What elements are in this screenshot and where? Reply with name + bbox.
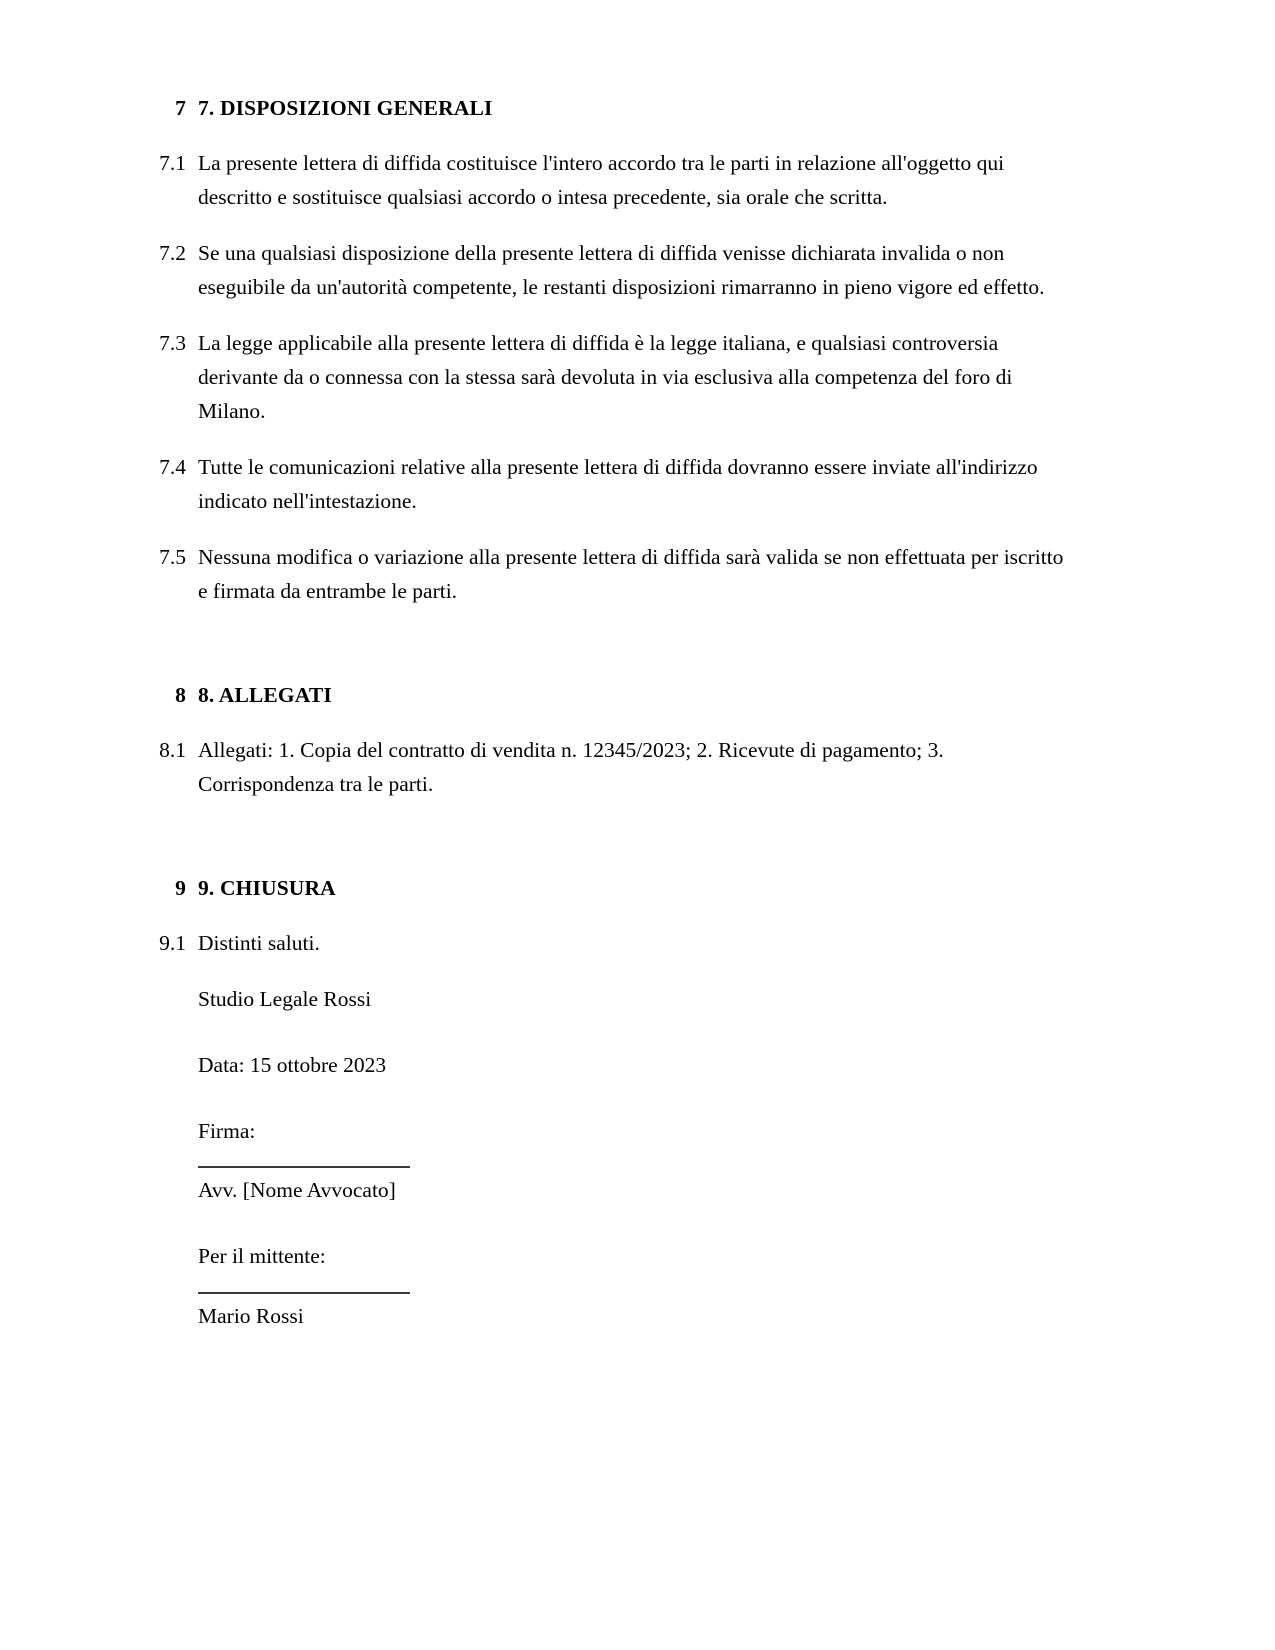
clause-text: Allegati: 1. Copia del contratto di vendita n. 12345/2023; 2. Ricevute di pagamento; 3. Corrispondenza tra le parti. [198, 737, 944, 796]
clause-number: 7.2 [159, 240, 186, 265]
clause-7-5 [140, 541, 1075, 609]
clause-text: Nessuna modifica o variazione alla presente lettera di diffida sarà valida se non effettuata per iscritto e firmata da entrambe le parti. [198, 544, 1064, 603]
law-firm-name: Studio Legale Rossi [198, 986, 372, 1011]
clause-7-4 [140, 451, 1075, 519]
clause-text: Distinti saluti. [198, 930, 320, 955]
clause-9-1 [140, 927, 1075, 961]
signature-group-sender [198, 1240, 1075, 1334]
section-spacer [140, 824, 1075, 876]
section-number: 7 [175, 96, 186, 120]
signature-label: Firma: [198, 1118, 256, 1143]
clause-text: La legge applicabile alla presente lettera di diffida è la legge italiana, e qualsiasi controversia derivante da o connessa con la stessa sarà devoluta in via esclusiva alla competenza del foro di Milano. [198, 330, 1013, 423]
clause-number: 9.1 [159, 930, 186, 955]
clause-number: 7.1 [159, 151, 186, 175]
clause-number: 7.3 [159, 330, 186, 355]
closing-block [198, 983, 1075, 1335]
clause-7-3 [140, 327, 1075, 429]
clause-number: 8.1 [159, 737, 186, 762]
section-title: 7. DISPOSIZIONI GENERALI [198, 96, 493, 120]
section-heading-9 [140, 876, 1075, 901]
signature-group-lawyer [198, 1115, 1075, 1209]
section-heading-8 [140, 683, 1075, 708]
clause-8-1 [140, 734, 1075, 802]
section-heading-7 [140, 96, 1075, 121]
sender-signature-line [198, 1292, 410, 1294]
clause-number: 7.4 [159, 454, 186, 479]
clause-text: La presente lettera di diffida costituisce l'intero accordo tra le parti in relazione all'oggetto qui descritto e sostituisce qualsiasi accordo o intesa precedente, sia orale che scritta. [198, 151, 1005, 209]
clause-text: Se una qualsiasi disposizione della presente lettera di diffida venisse dichiarata invalida o non eseguibile da un'autorità competente, le restanti disposizioni rimarranno in pieno vigore ed effetto. [198, 240, 1045, 299]
document-date: Data: 15 ottobre 2023 [198, 1052, 387, 1077]
section-number: 9 [175, 875, 186, 900]
section-title: 9. CHIUSURA [198, 875, 336, 900]
section-spacer [140, 631, 1075, 683]
clause-7-1 [140, 147, 1075, 215]
signature-name-sender: Mario Rossi [198, 1304, 304, 1329]
signature-line [198, 1166, 410, 1168]
clause-text: Tutte le comunicazioni relative alla presente lettera di diffida dovranno essere inviate all'indirizzo indicato nell'intestazione. [198, 454, 1038, 513]
section-title: 8. ALLEGATI [198, 682, 332, 707]
section-number: 8 [175, 682, 186, 707]
clause-7-2 [140, 237, 1075, 305]
sender-label: Per il mittente: [198, 1244, 326, 1269]
clause-number: 7.5 [159, 544, 186, 569]
signature-name-lawyer: Avv. [Nome Avvocato] [198, 1178, 396, 1203]
